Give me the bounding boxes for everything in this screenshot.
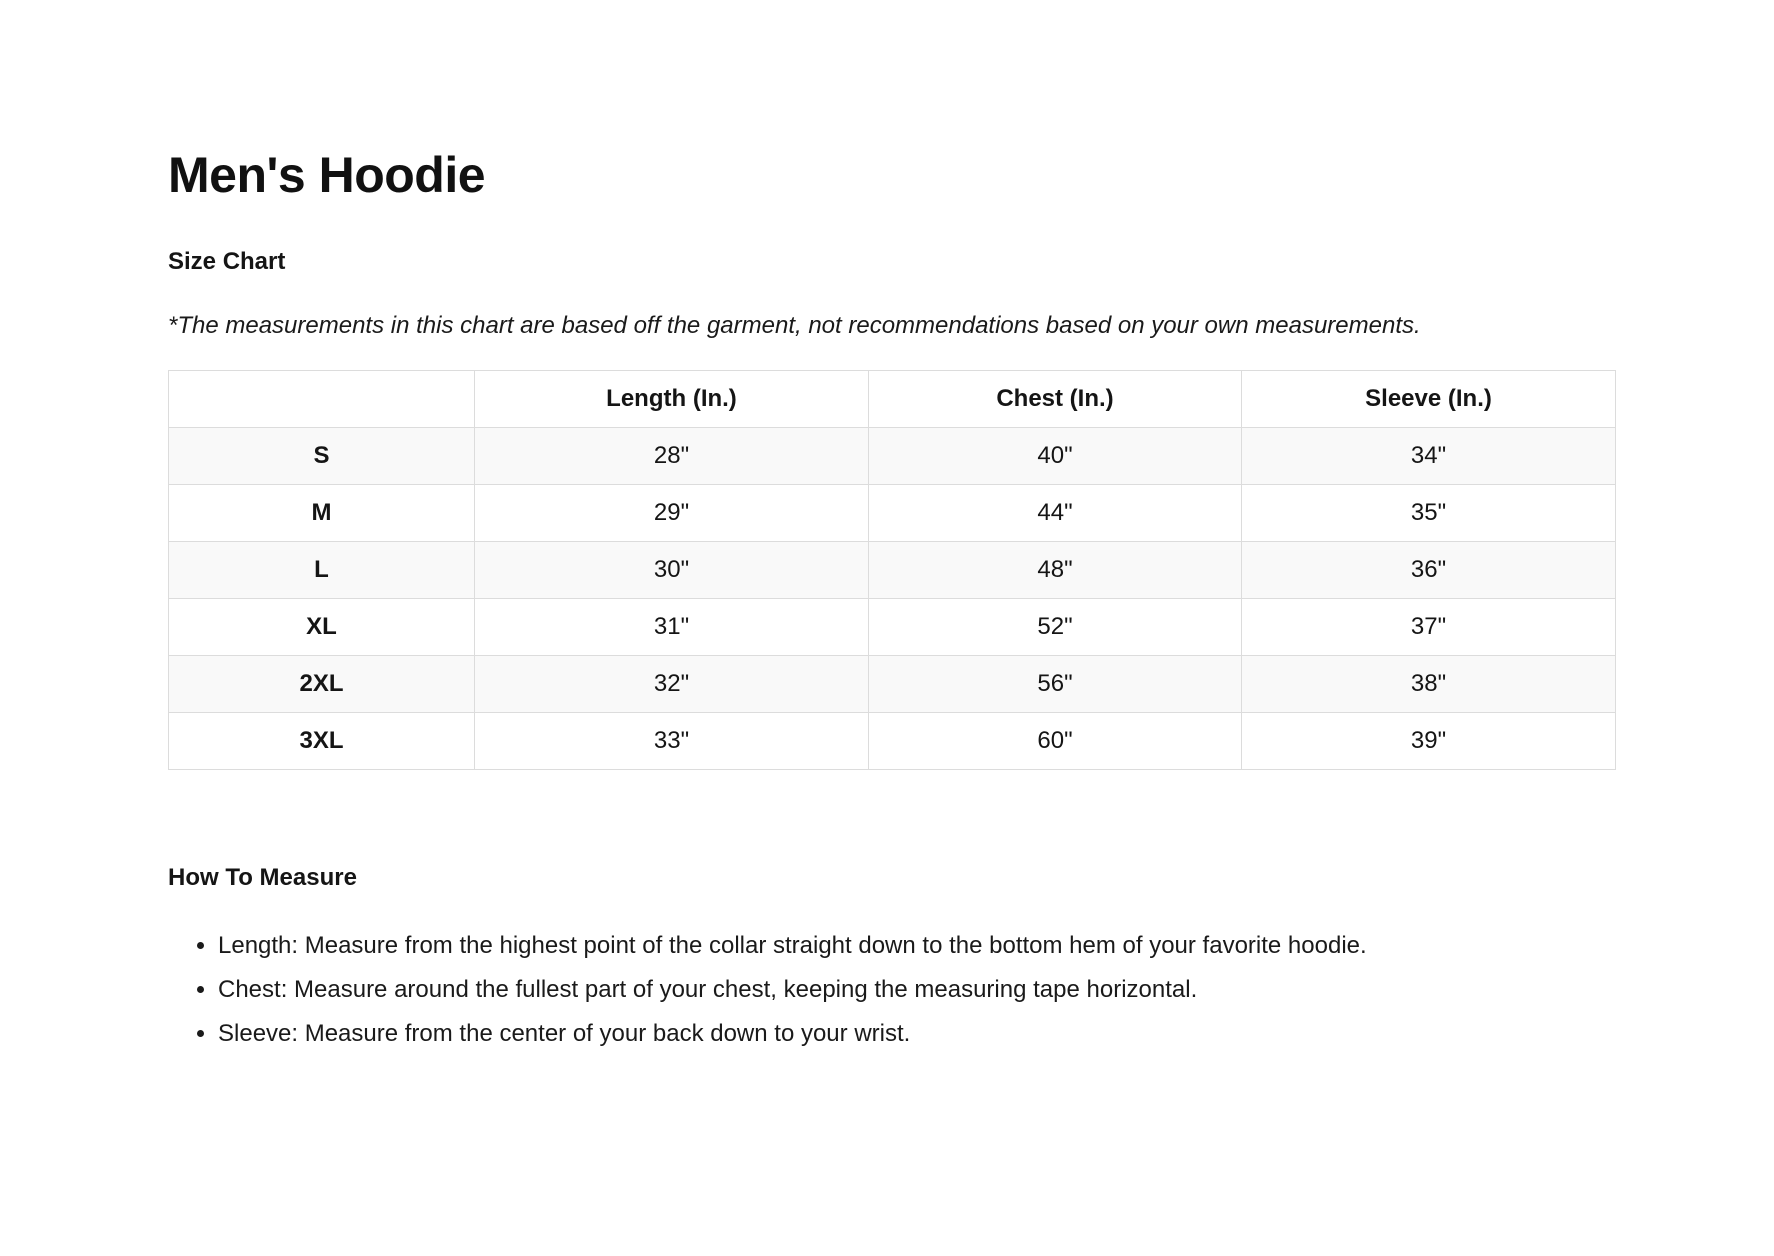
chest-value: 52" — [869, 599, 1242, 656]
header-size — [169, 371, 475, 428]
size-chart-note: *The measurements in this chart are based off the garment, not recommendations based on your own measurements. — [168, 312, 1421, 339]
size-label: 2XL — [169, 656, 475, 713]
page-title: Men's Hoodie — [168, 147, 486, 203]
table-row — [169, 485, 1616, 542]
length-value: 30" — [475, 542, 869, 599]
sleeve-value: 36" — [1242, 542, 1616, 599]
size-label: L — [169, 542, 475, 599]
sleeve-value: 37" — [1242, 599, 1616, 656]
size-label: 3XL — [169, 713, 475, 770]
header-length: Length (In.) — [475, 371, 869, 428]
length-value: 31" — [475, 599, 869, 656]
table-row — [169, 542, 1616, 599]
table-header-row — [169, 371, 1616, 428]
length-value: 28" — [475, 428, 869, 485]
list-item: • Chest: Measure around the fullest part of your chest, keeping the measuring tape horizontal. — [218, 968, 1367, 1012]
length-value: 32" — [475, 656, 869, 713]
list-item: • Length: Measure from the highest point of the collar straight down to the bottom hem of your favorite hoodie. — [218, 924, 1367, 968]
chest-value: 40" — [869, 428, 1242, 485]
size-label: M — [169, 485, 475, 542]
sleeve-value: 34" — [1242, 428, 1616, 485]
chest-value: 60" — [869, 713, 1242, 770]
how-to-measure-heading: How To Measure — [168, 864, 357, 891]
header-chest: Chest (In.) — [869, 371, 1242, 428]
chest-value: 48" — [869, 542, 1242, 599]
sleeve-value: 35" — [1242, 485, 1616, 542]
table-row — [169, 713, 1616, 770]
table-row — [169, 656, 1616, 713]
length-value: 33" — [475, 713, 869, 770]
chest-value: 56" — [869, 656, 1242, 713]
table-row — [169, 428, 1616, 485]
sleeve-value: 38" — [1242, 656, 1616, 713]
how-to-measure-list — [168, 924, 1367, 1056]
length-value: 29" — [475, 485, 869, 542]
size-chart-table — [168, 370, 1616, 770]
size-chart-heading: Size Chart — [168, 248, 286, 275]
size-label: XL — [169, 599, 475, 656]
size-label: S — [169, 428, 475, 485]
list-item: • Sleeve: Measure from the center of your back down to your wrist. — [218, 1012, 1367, 1056]
header-sleeve: Sleeve (In.) — [1242, 371, 1616, 428]
table-row — [169, 599, 1616, 656]
chest-value: 44" — [869, 485, 1242, 542]
sleeve-value: 39" — [1242, 713, 1616, 770]
